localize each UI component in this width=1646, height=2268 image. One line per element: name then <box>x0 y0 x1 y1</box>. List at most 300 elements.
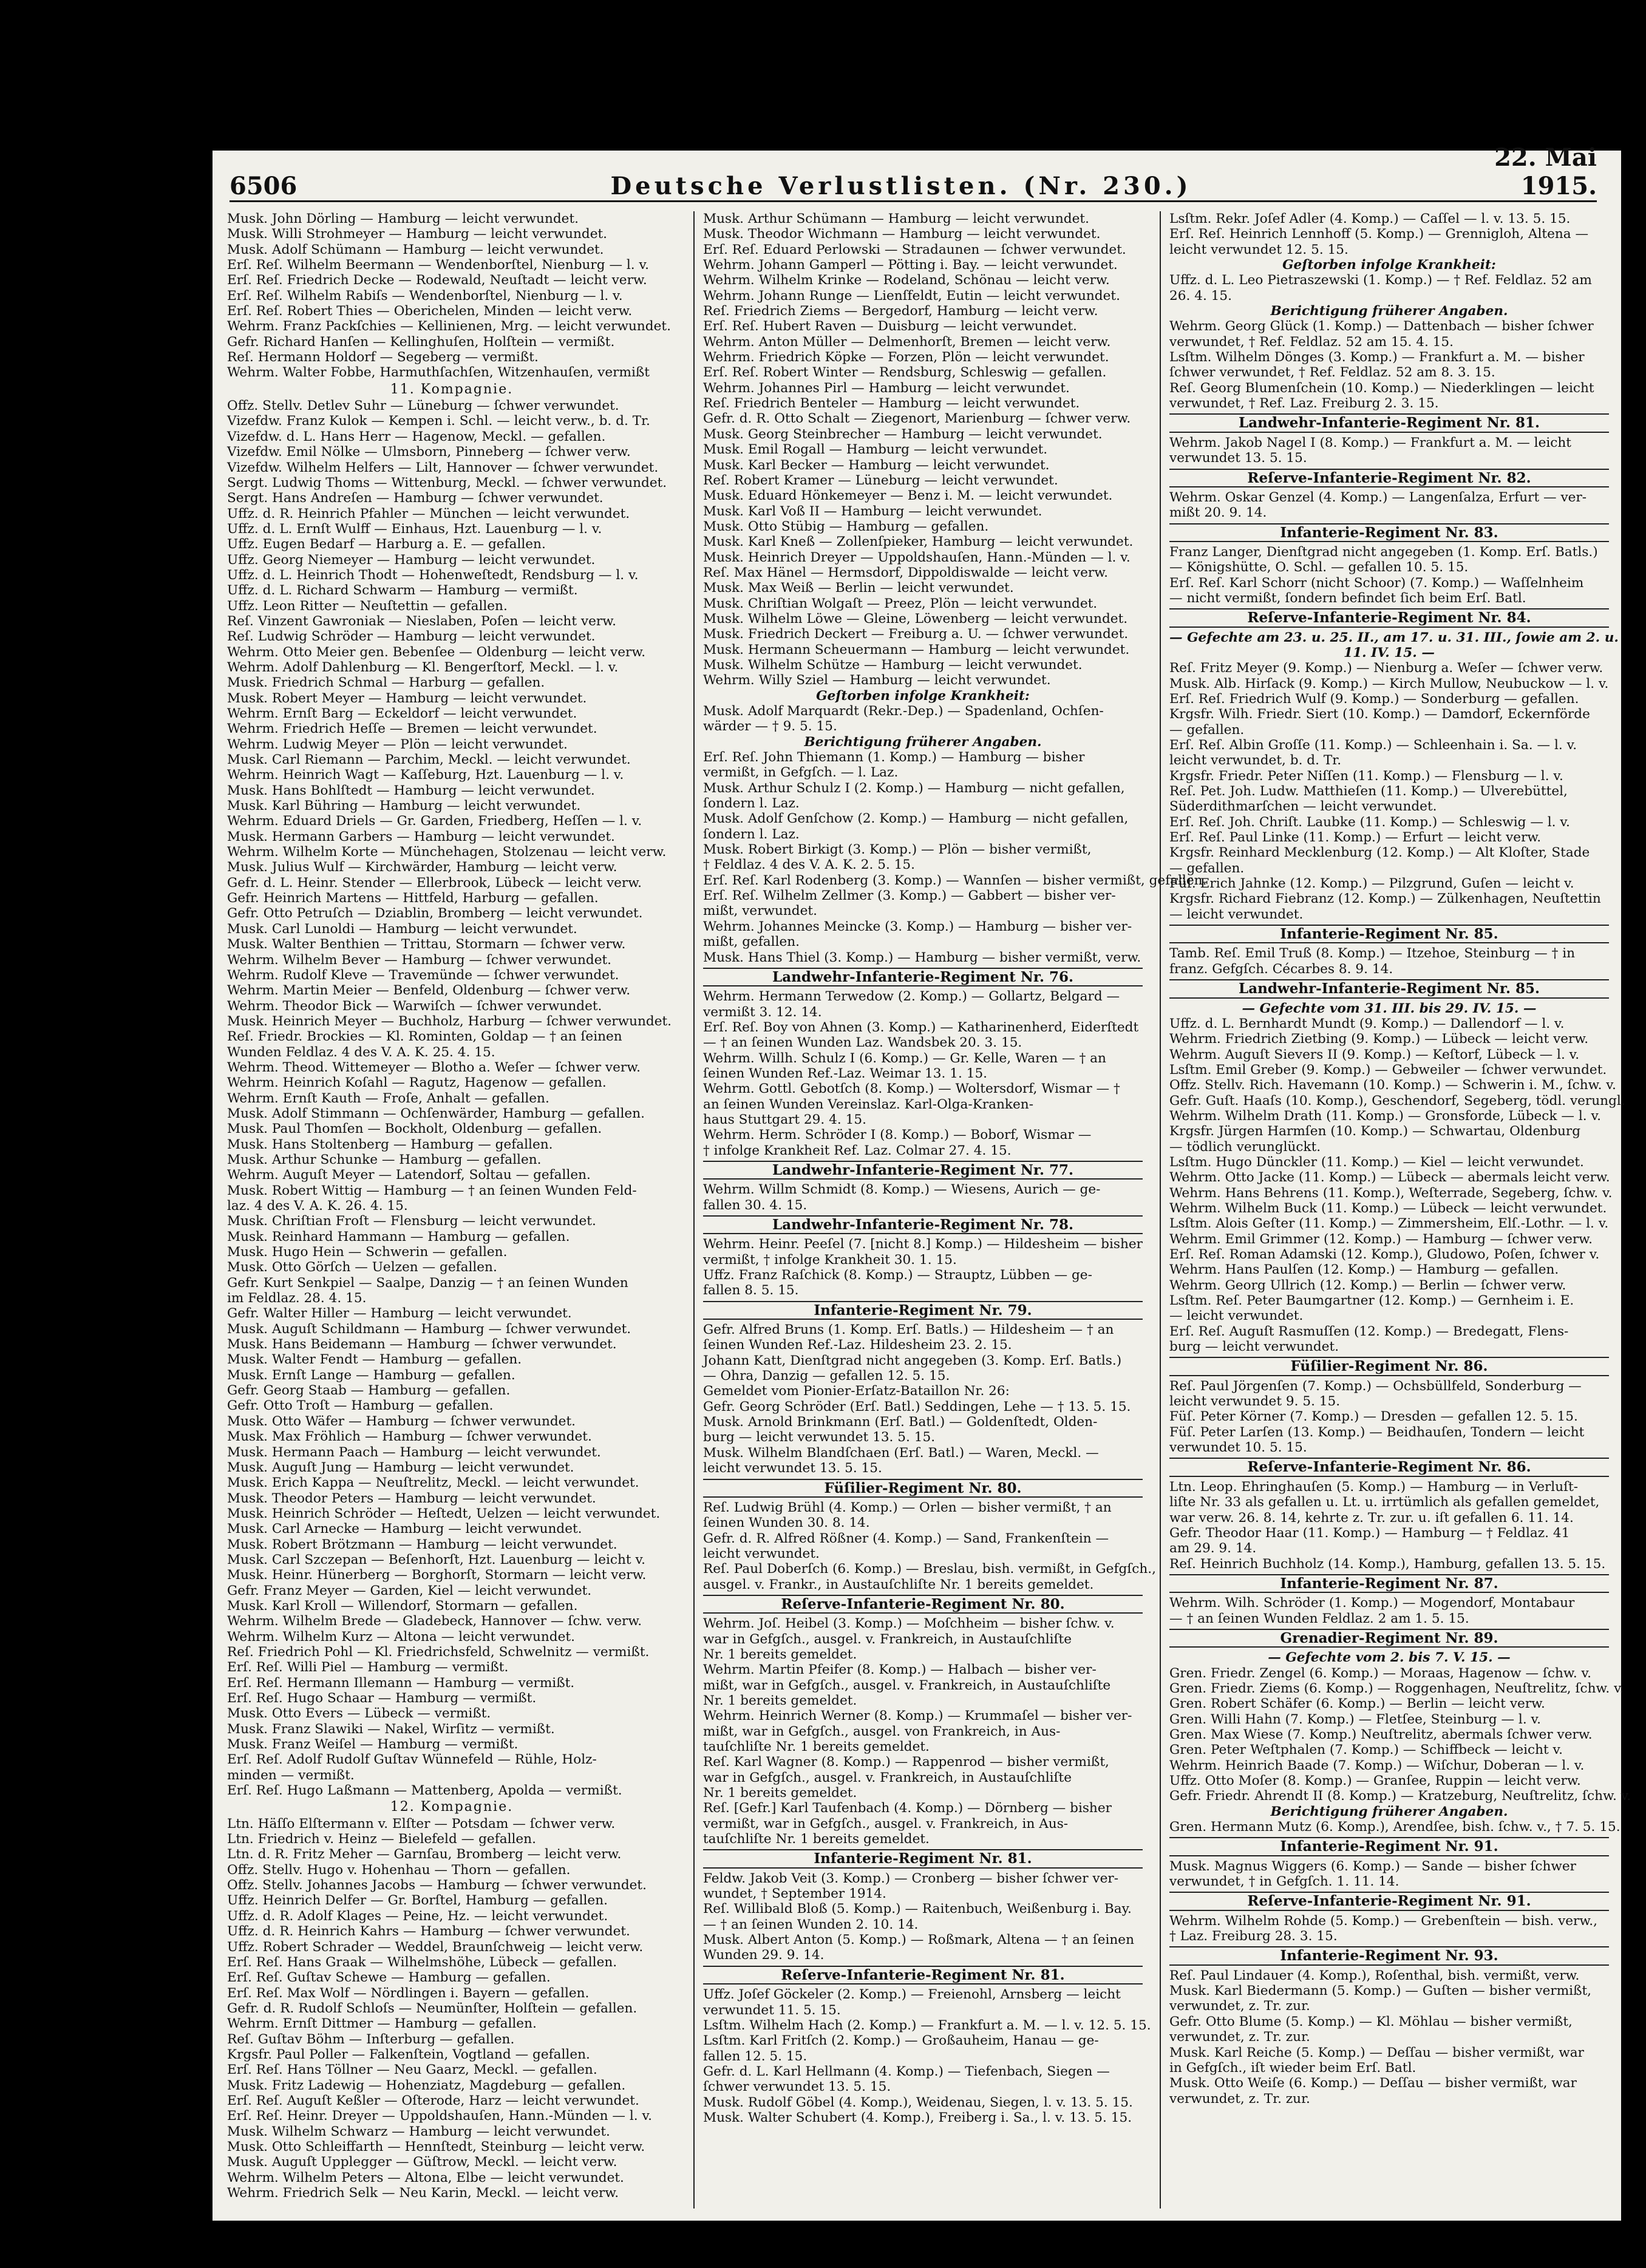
casualty-entry: — Ohra, Danzig — gefallen 12. 5. 15. <box>703 1368 950 1384</box>
casualty-entry: leicht verwundet 12. 5. 15. <box>1169 242 1348 257</box>
casualty-entry: Musk. Hermann Scheuermann — Hamburg — leicht verwundet. <box>703 642 1130 657</box>
casualty-entry: Musk. Erich Kappa — Neuſtrelitz, Meckl. — leicht verwundet. <box>227 1475 639 1491</box>
casualty-entry: Wehrm. Willm Schmidt (8. Komp.) — Wiesens, Aurich — ge- <box>703 1182 1101 1198</box>
casualty-entry: Musk. Walter Benthien — Trittau, Stormarn — ſchwer verw. <box>227 937 626 952</box>
casualty-entry: Musk. Auguſt Jung — Hamburg — leicht verwundet. <box>227 1459 574 1475</box>
casualty-entry: Johann Katt, Dienſtgrad nicht angegeben (3. Komp. Erſ. Batls.) <box>703 1353 1122 1368</box>
casualty-entry: Gefr. d. L. Heinr. Stender — Ellerbrook, Lübeck — leicht verw. <box>227 875 642 891</box>
casualty-entry: Reſ. Friedr. Brockies — Kl. Rominten, Goldap — † an ſeinen <box>227 1029 622 1045</box>
casualty-entry: Lsſtm. Rekr. Joſef Adler (4. Komp.) — Caſſel — l. v. 13. 5. 15. <box>1169 211 1571 226</box>
casualty-entry: Musk. Robert Wittig — Hamburg — † an ſeinen Wunden Feld- <box>227 1183 637 1198</box>
casualty-entry: laz. 4 des V. A. K. 26. 4. 15. <box>227 1198 408 1214</box>
casualty-entry: Musk. Adolf Genſchow (2. Komp.) — Hamburg — nicht gefallen, <box>703 811 1129 827</box>
casualty-entry: Offz. Stellv. Detlev Suhr — Lüneburg — ſchwer verwundet. <box>227 398 619 414</box>
casualty-entry: Reſ. Paul Jörgenſen (7. Komp.) — Ochsbüllfeld, Sonderburg — <box>1169 1378 1582 1394</box>
casualty-entry: verwundet 10. 5. 15. <box>1169 1440 1307 1456</box>
casualty-entry: Erſ. Reſ. Guſtav Schewe — Hamburg — gefallen. <box>227 1970 551 1986</box>
casualty-entry: Musk. Heinrich Meyer — Buchholz, Harburg — ſchwer verwundet. <box>227 1013 672 1029</box>
casualty-entry: Musk. Emil Rogall — Hamburg — leicht verwundet. <box>703 442 1048 458</box>
casualty-entry: Musk. Adolf Schümann — Hamburg — leicht verwundet. <box>227 242 604 257</box>
regiment-heading: Füſilier-Regiment Nr. 80. <box>703 1479 1143 1498</box>
page-title <box>363 172 1439 200</box>
casualty-entry: Musk. Wilhelm Löwe — Gleine, Löwenberg — leicht verwundet. <box>703 611 1128 626</box>
casualty-entry: verwundet, z. Tr. zur. <box>1169 2091 1310 2107</box>
casualty-entry: Wehrm. Wilhelm Peters — Altona, Elbe — leicht verwundet. <box>227 2170 624 2185</box>
casualty-entry: Wehrm. Heinr. Peeſel (7. [nicht 8.] Komp.) — Hildesheim — bisher <box>703 1237 1143 1252</box>
casualty-entry: Wehrm. Otto Meier gen. Bebenſee — Oldenburg — leicht verw. <box>227 644 646 660</box>
casualty-entry: war verw. 26. 8. 14, kehrte z. Tr. zur. u. iſt gefallen 6. 11. 14. <box>1169 1510 1574 1526</box>
casualty-entry: Wehrm. Friedrich Heſſe — Bremen — leicht verwundet. <box>227 721 597 737</box>
casualty-entry: Krgsfr. Jürgen Harmſen (10. Komp.) — Schwartau, Oldenburg <box>1169 1124 1581 1139</box>
casualty-entry: — nicht vermißt, ſondern befindet ſich beim Erſ. Batl. <box>1169 590 1526 606</box>
casualty-entry: Musk. Heinrich Dreyer — Uppoldshauſen, Hann.-Münden — l. v. <box>703 549 1131 565</box>
casualty-entry: Erſ. Reſ. Albin Groſſe (11. Komp.) — Schleenhain i. Sa. — l. v. <box>1169 738 1577 753</box>
casualty-entry: Musk. Carl Arnecke — Hamburg — leicht verwundet. <box>227 1521 582 1537</box>
casualty-entry: minden — vermißt. <box>227 1767 355 1783</box>
casualty-entry: Offz. Stellv. Rich. Havemann (10. Komp.) — Schwerin i. M., ſchw. v. <box>1169 1078 1616 1093</box>
company-heading: 11. Kompagnie. <box>390 381 514 397</box>
casualty-entry: Wehrm. Willh. Schulz I (6. Komp.) — Gr. Kelle, Waren — † an <box>703 1050 1106 1066</box>
casualty-entry: Wehrm. Heinrich Baade (7. Komp.) — Wiſchur, Doberan — l. v. <box>1169 1757 1585 1773</box>
casualty-entry: wärder — † 9. 5. 15. <box>703 719 837 735</box>
casualty-entry: Erſ. Reſ. Friedrich Wulf (9. Komp.) — Sonderburg — gefallen. <box>1169 691 1579 707</box>
casualty-entry: leicht verwundet. <box>703 1546 820 1561</box>
casualty-entry: Gren. Friedr. Zengel (6. Komp.) — Moraas, Hagenow — ſchw. v. <box>1169 1665 1592 1681</box>
casualty-entry: Uffz. d. L. Leo Pietraszewski (1. Komp.) — † Ref. Feldlaz. 52 am <box>1169 273 1592 288</box>
casualty-entry: Wehrm. Walter Fobbe, Harmuthſachſen, Witzenhauſen, vermißt <box>227 365 650 381</box>
casualty-entry: † Feldlaz. 4 des V. A. K. 2. 5. 15. <box>703 857 916 873</box>
section-note: 11. IV. 15. — <box>1344 645 1435 660</box>
casualty-entry: haus Stuttgart 29. 4. 15. <box>703 1112 866 1127</box>
casualty-entry: Süderdithmarſchen — leicht verwundet. <box>1169 799 1437 815</box>
casualty-entry: Wehrm. Theod. Wittemeyer — Blotho a. Weſer — ſchwer verw. <box>227 1059 641 1075</box>
casualty-entry: Wehrm. Theodor Bick — Warwiſch — ſchwer verwundet. <box>227 998 602 1014</box>
regiment-heading: Reſerve-Infanterie-Regiment Nr. 91. <box>1169 1892 1609 1910</box>
casualty-entry: Reſ. Robert Kramer — Lüneburg — leicht verwundet. <box>703 472 1058 488</box>
casualty-entry: Wehrm. Ludwig Meyer — Plön — leicht verwundet. <box>227 736 568 752</box>
casualty-entry: war in Gefgſch., ausgel. v. Frankreich, in Austauſchliſte <box>703 1631 1072 1647</box>
section-note: — Gefechte vom 2. bis 7. V. 15. — <box>1268 1650 1511 1666</box>
casualty-entry: Wehrm. Wilhelm Rohde (5. Komp.) — Grebenſtein — bish. verw., <box>1169 1913 1598 1929</box>
regiment-heading: Landwehr-Infanterie-Regiment Nr. 85. <box>1169 979 1609 998</box>
casualty-entry: Uffz. d. R. Adolf Klages — Peine, Hz. — leicht verwundet. <box>227 1908 608 1924</box>
casualty-entry: Uffz. Joſef Göckeler (2. Komp.) — Freienohl, Arnsberg — leicht <box>703 1987 1121 2003</box>
casualty-entry: Wehrm. Friedrich Köpke — Forzen, Plön — leicht verwundet. <box>703 350 1109 365</box>
casualty-entry: Musk. Karl Reiche (5. Komp.) — Deſſau — bisher vermißt, war <box>1169 2045 1585 2060</box>
casualty-entry: Musk. Robert Brötzmann — Hamburg — leicht verwundet. <box>227 1536 617 1552</box>
casualty-entry: Musk. Karl Voß II — Hamburg — leicht verwundet. <box>703 503 1042 519</box>
casualty-entry: Musk. Otto Stübig — Hamburg — gefallen. <box>703 518 989 534</box>
casualty-entry: Sergt. Ludwig Thoms — Wittenburg, Meckl. — ſchwer verwundet. <box>227 475 667 491</box>
company-heading: 12. Kompagnie. <box>390 1799 514 1815</box>
casualty-entry: Erſ. Reſ. Robert Thies — Oberichelen, Minden — leicht verw. <box>227 304 633 319</box>
casualty-entry: Füſ. Peter Körner (7. Komp.) — Dresden — gefallen 12. 5. 15. <box>1169 1409 1578 1425</box>
casualty-entry: tauſchliſte Nr. 1 bereits gemeldet. <box>703 1739 930 1754</box>
casualty-entry: Musk. Robert Birkigt (3. Komp.) — Plön — bisher vermißt, <box>703 842 1092 858</box>
casualty-entry: vermißt, in Gefgſch. — l. Laz. <box>703 765 899 781</box>
casualty-entry: Musk. Arthur Schümann — Hamburg — leicht verwundet. <box>703 211 1089 226</box>
regiment-heading: Landwehr-Infanterie-Regiment Nr. 76. <box>703 968 1143 986</box>
regiment-heading: Reſerve-Infanterie-Regiment Nr. 80. <box>703 1595 1143 1614</box>
casualty-entry: ſeinen Wunden 30. 8. 14. <box>703 1515 870 1531</box>
casualty-entry: Wunden Feldlaz. 4 des V. A. K. 25. 4. 15. <box>227 1044 495 1060</box>
casualty-entry: Musk. Karl Kneß — Zollenſpieker, Hamburg — leicht verwundet. <box>703 534 1134 550</box>
casualty-entry: Reſ. Pet. Joh. Ludw. Matthieſen (11. Komp.) — Ulverebüttel, <box>1169 784 1568 800</box>
casualty-entry: fallen 30. 4. 15. <box>703 1197 808 1213</box>
casualty-entry: Erſ. Reſ. Robert Winter — Rendsburg, Schleswig — gefallen. <box>703 365 1107 381</box>
casualty-entry: Krgsfr. Paul Poller — Falkenſtein, Vogtland — gefallen. <box>227 2046 590 2062</box>
casualty-entry: Nr. 1 bereits gemeldet. <box>703 1646 857 1662</box>
casualty-entry: Krgsfr. Reinhard Mecklenburg (12. Komp.) — Alt Kloſter, Stade <box>1169 845 1590 861</box>
casualty-entry: Musk. Arthur Schunke — Hamburg — gefallen. <box>227 1152 542 1167</box>
casualty-entry: Wehrm. Martin Pfeifer (8. Komp.) — Halbach — bisher ver- <box>703 1662 1097 1678</box>
casualty-entry: Wehrm. Johann Runge — Lienſfeldt, Eutin — leicht verwundet. <box>703 288 1120 304</box>
casualty-entry: leicht verwundet 13. 5. 15. <box>703 1461 882 1476</box>
casualty-entry: Wehrm. Rudolf Kleve — Travemünde — ſchwer verwundet. <box>227 967 619 983</box>
regiment-heading: Infanterie-Regiment Nr. 91. <box>1169 1837 1609 1856</box>
casualty-entry: Gren. Max Wiese (7. Komp.) Neuſtrelitz, abermals ſchwer verw. <box>1169 1726 1593 1742</box>
casualty-entry: ſondern l. Laz. <box>703 796 800 812</box>
casualty-entry: Wehrm. Heinrich Koſahl — Ragutz, Hagenow — gefallen. <box>227 1075 607 1091</box>
casualty-entry: Wehrm. Georg Ullrich (12. Komp.) — Berlin — ſchwer verw. <box>1169 1277 1566 1293</box>
casualty-entry: Gefr. Franz Meyer — Garden, Kiel — leicht verwundet. <box>227 1583 592 1598</box>
regiment-heading: Infanterie-Regiment Nr. 81. <box>703 1849 1143 1868</box>
casualty-entry: im Feldlaz. 28. 4. 15. <box>227 1291 367 1306</box>
section-note: Berichtigung früherer Angaben. <box>1270 1804 1508 1819</box>
casualty-entry: Musk. Hermann Garbers — Hamburg — leicht verwundet. <box>227 829 615 844</box>
casualty-entry: Musk. Arthur Schulz I (2. Komp.) — Hamburg — nicht gefallen, <box>703 780 1125 796</box>
casualty-entry: Wehrm. Georg Glück (1. Komp.) — Dattenbach — bisher ſchwer <box>1169 319 1594 334</box>
casualty-entry: Lsſtm. Emil Greber (9. Komp.) — Gebweiler — ſchwer verwundet. <box>1169 1062 1607 1078</box>
casualty-entry: Musk. Auguſt Schildmann — Hamburg — ſchwer verwundet. <box>227 1321 631 1337</box>
casualty-entry: Musk. Hans Bohlſtedt — Hamburg — leicht verwundet. <box>227 783 595 798</box>
casualty-entry: Lsſtm. Alois Geſter (11. Komp.) — Zimmersheim, Elſ.-Lothr. — l. v. <box>1169 1216 1609 1232</box>
casualty-entry: Reſ. Hermann Holdorf — Segeberg — vermißt. <box>227 350 539 365</box>
casualty-entry: Wehrm. Franz Packſchies — Kellinienen, Mrg. — leicht verwundet. <box>227 319 671 334</box>
casualty-entry: Uffz. Otto Moſer (8. Komp.) — Granſee, Ruppin — leicht verw. <box>1169 1773 1581 1788</box>
casualty-entry: Wehrm. Johannes Meincke (3. Komp.) — Hamburg — bisher ver- <box>703 918 1132 934</box>
casualty-entry: Musk. Karl Kroll — Willendorf, Stormarn — gefallen. <box>227 1598 578 1614</box>
casualty-entry: — † an ſeinen Wunden Laz. Wandsbek 20. 3. 15. <box>703 1035 1022 1051</box>
casualty-entry: Musk. Eduard Hönkemeyer — Benz i. M. — leicht verwundet. <box>703 488 1113 504</box>
casualty-entry: Wehrm. Wilhelm Kurz — Altona — leicht verwundet. <box>227 1629 575 1645</box>
casualty-entry: — leicht verwundet. <box>1169 906 1304 922</box>
casualty-entry: — tödlich verunglückt. <box>1169 1139 1321 1155</box>
casualty-entry: Wehrm. Wilhelm Bever — Hamburg — ſchwer verwundet. <box>227 952 612 968</box>
casualty-entry: Musk. Otto Schleiffarth — Hennſtedt, Steinburg — leicht verw. <box>227 2139 645 2154</box>
casualty-entry: Wehrm. Heinrich Werner (8. Komp.) — Krummaſel — bisher ver- <box>703 1708 1132 1724</box>
casualty-entry: Füſ. Erich Jahnke (12. Komp.) — Pilzgrund, Guſen — leicht v. <box>1169 876 1574 892</box>
casualty-entry: Vizefdw. Emil Nölke — Ulmsborn, Pinneberg — ſchwer verw. <box>227 444 631 460</box>
casualty-entry: Musk. Adolf Marquardt (Rekr.-Dep.) — Spadenland, Ochſen- <box>703 704 1104 719</box>
newspaper-page <box>213 143 1631 2221</box>
casualty-entry: Musk. Otto Evers — Lübeck — vermißt. <box>227 1706 491 1722</box>
section-note: Geſtorben infolge Krankheit: <box>816 688 1030 704</box>
casualty-entry: liſte Nr. 33 als gefallen u. Lt. u. irrtümlich als gefallen gemeldet, <box>1169 1495 1600 1510</box>
casualty-entry: Nr. 1 bereits gemeldet. <box>703 1785 857 1801</box>
casualty-entry: Nr. 1 bereits gemeldet. <box>703 1693 857 1708</box>
casualty-entry: Franz Langer, Dienſtgrad nicht angegeben (1. Komp. Erſ. Batls.) <box>1169 544 1598 560</box>
casualty-entry: Gefr. Richard Hanſen — Kellinghuſen, Holſtein — vermißt. <box>227 334 615 350</box>
casualty-entry: Erſ. Reſ. Hugo Schaar — Hamburg — vermißt. <box>227 1691 537 1706</box>
casualty-entry: Wehrm. Anton Müller — Delmenhorſt, Bremen — leicht verw. <box>703 334 1111 350</box>
casualty-entry: † infolge Krankheit Ref. Laz. Colmar 27. 4. 15. <box>703 1142 1012 1158</box>
casualty-entry: Musk. Karl Biedermann (5. Komp.) — Guſten — bisher vermißt, <box>1169 1983 1592 1999</box>
casualty-entry: Musk. Wilhelm Schwarz — Hamburg — leicht verwundet. <box>227 2124 610 2139</box>
casualty-entry: Reſ. Paul Lindauer (4. Komp.), Roſenthal, bish. vermißt, verw. <box>1169 1968 1580 1983</box>
casualty-entry: Musk. Otto Wäfer — Hamburg — ſchwer verwundet. <box>227 1413 576 1429</box>
casualty-entry: Erſ. Reſ. Wilhelm Rabiſs — Wendenborſtel, Nienburg — l. v. <box>227 288 623 304</box>
casualty-entry: Wehrm. Ernſt Barg — Eckeldorf — leicht verwundet. <box>227 706 577 721</box>
casualty-entry: burg — leicht verwundet. <box>1169 1339 1339 1355</box>
casualty-entry: Wehrm. Auguſt Sievers II (9. Komp.) — Keſtorf, Lübeck — l. v. <box>1169 1047 1580 1062</box>
regiment-heading: Infanterie-Regiment Nr. 83. <box>1169 523 1609 542</box>
casualty-entry: Musk. Walter Schubert (4. Komp.), Freiberg i. Sa., l. v. 13. 5. 15. <box>703 2110 1132 2125</box>
casualty-entry: Musk. Wilhelm Schütze — Hamburg — leicht verwundet. <box>703 657 1083 673</box>
casualty-entry: vermißt, war in Gefgſch., ausgel. v. Frankreich, in Aus- <box>703 1816 1069 1832</box>
casualty-entry: an ſeinen Wunden Vereinslaz. Karl-Olga-Kranken- <box>703 1096 1033 1112</box>
casualty-entry: Musk. Walter Fendt — Hamburg — gefallen. <box>227 1352 522 1368</box>
casualty-entry: mißt, war in Gefgſch., ausgel. von Frankreich, in Aus- <box>703 1723 1061 1739</box>
casualty-entry: Uffz. Heinrich Delfer — Gr. Borſtel, Hamburg — gefallen. <box>227 1893 608 1909</box>
casualty-entry: Musk. Hermann Paach — Hamburg — leicht verwundet. <box>227 1444 601 1460</box>
casualty-entry: Erſ. Reſ. Wilhelm Beermann — Wendenborſtel, Nienburg — l. v. <box>227 257 650 273</box>
casualty-entry: Erſ. Reſ. Friedrich Decke — Rodewald, Neuſtadt — leicht verw. <box>227 273 647 288</box>
casualty-entry: Erſ. Reſ. Wilhelm Zellmer (3. Komp.) — Gabbert — bisher ver- <box>703 888 1116 904</box>
casualty-entry: Musk. Karl Bühring — Hamburg — leicht verwundet. <box>227 798 581 814</box>
casualty-entry: Gren. Robert Schäfer (6. Komp.) — Berlin — leicht verw. <box>1169 1696 1545 1712</box>
casualty-entry: Wehrm. Gottl. Gebotſch (8. Komp.) — Woltersdorf, Wismar — † <box>703 1081 1120 1097</box>
casualty-entry: — gefallen. <box>1169 722 1245 738</box>
casualty-entry: Vizefdw. Wilhelm Helfers — Lilt, Hannover — ſchwer verwundet. <box>227 460 659 475</box>
column-1 <box>227 211 676 2209</box>
casualty-entry: Gefr. Theodor Haar (11. Komp.) — Hamburg — † Feldlaz. 41 <box>1169 1525 1570 1541</box>
casualty-entry: Erſ. Reſ. Roman Adamski (12. Komp.), Gludowo, Poſen, ſchwer v. <box>1169 1247 1600 1262</box>
casualty-entry: Gefr. Guſt. Haaſs (10. Komp.), Geschendorf, Segeberg, tödl. verungl. <box>1169 1093 1625 1109</box>
casualty-entry: Erſ. Reſ. Boy von Ahnen (3. Komp.) — Katharinenherd, Eiderſtedt <box>703 1019 1139 1035</box>
casualty-entry: mißt, war in Gefgſch., ausgel. v. Frankreich, in Austauſchliſte <box>703 1677 1111 1693</box>
casualty-entry: Wehrm. Joſ. Heibel (3. Komp.) — Moſchheim — bisher ſchw. v. <box>703 1616 1115 1632</box>
casualty-entry: Wehrm. Hans Paulſen (12. Komp.) — Hamburg — gefallen. <box>1169 1262 1559 1278</box>
regiment-heading: Infanterie-Regiment Nr. 79. <box>703 1301 1143 1320</box>
casualty-entry: Erſ. Reſ. Karl Rodenberg (3. Komp.) — Wannſen — bisher vermißt, gefallen. <box>703 872 1207 888</box>
casualty-entry: Gren. Peter Weſtphalen (7. Komp.) — Schiffbeck — leicht v. <box>1169 1742 1563 1758</box>
casualty-entry: leicht verwundet, b. d. Tr. <box>1169 753 1342 769</box>
regiment-heading: Reſerve-Infanterie-Regiment Nr. 84. <box>1169 608 1609 627</box>
casualty-entry: war in Gefgſch., ausgel. v. Frankreich, in Austauſchliſte <box>703 1770 1072 1785</box>
section-note: Geſtorben infolge Krankheit: <box>1282 257 1496 273</box>
casualty-entry: Gefr. Georg Schröder (Erſ. Batl.) Seddingen, Lehe — † 13. 5. 15. <box>703 1399 1131 1414</box>
casualty-entry: Wehrm. Willy Sziel — Hamburg — leicht verwundet. <box>703 673 1051 688</box>
casualty-entry: Offz. Stellv. Johannes Jacobs — Hamburg — ſchwer verwundet. <box>227 1878 647 1893</box>
casualty-entry: Wehrm. Oskar Genzel (4. Komp.) — Langenſalza, Erfurt — ver- <box>1169 489 1587 505</box>
regiment-heading: Reſerve-Infanterie-Regiment Nr. 82. <box>1169 469 1609 487</box>
casualty-entry: Gren. Friedr. Ziems (6. Komp.) — Roggenhagen, Neuſtrelitz, ſchw. v. <box>1169 1680 1624 1696</box>
casualty-entry: verwundet, z. Tr. zur. <box>1169 1998 1310 2014</box>
casualty-entry: Musk. Max Weiß — Berlin — leicht verwundet. <box>703 580 1014 596</box>
casualty-entry: Gefr. d. R. Rudolf Schloſs — Neumünſter, Holſtein — gefallen. <box>227 2000 638 2016</box>
casualty-entry: Wehrm. Wilhelm Drath (11. Komp.) — Gronsforde, Lübeck — l. v. <box>1169 1108 1601 1124</box>
casualty-entry: Musk. Franz Slawiki — Nakel, Wirſitz — vermißt. <box>227 1721 555 1737</box>
casualty-entry: in Gefgſch., iſt wieder beim Erſ. Batl. <box>1169 2060 1416 2076</box>
casualty-entry: Erſ. Reſ. Heinrich Lennhoff (5. Komp.) — Grennigloh, Altena — <box>1169 226 1589 242</box>
casualty-entry: Reſ. Max Hänel — Hermsdorf, Dippoldiswalde — leicht verw. <box>703 565 1108 580</box>
casualty-entry: Musk. Alb. Hirſack (9. Komp.) — Kirch Mullow, Neubuckow — l. v. <box>1169 676 1609 691</box>
casualty-entry: Wunden 29. 9. 14. <box>703 1947 825 1963</box>
casualty-entry: ſchwer verwundet 13. 5. 15. <box>703 2079 891 2095</box>
casualty-entry: Gefr. Friedr. Ahrendt II (8. Komp.) — Kratzeburg, Neuſtrelitz, ſchw. v. <box>1169 1788 1631 1804</box>
casualty-entry: Wehrm. Herm. Schröder I (8. Komp.) — Boborf, Wismar — <box>703 1127 1092 1143</box>
casualty-entry: Lsſtm. Hugo Dünckler (11. Komp.) — Kiel — leicht verwundet. <box>1169 1154 1584 1170</box>
casualty-entry: Erſ. Reſ. Paul Linke (11. Komp.) — Erfurt — leicht verw. <box>1169 830 1542 846</box>
regiment-heading: Landwehr-Infanterie-Regiment Nr. 78. <box>703 1215 1143 1234</box>
casualty-entry: verwundet, † Ref. Feldlaz. 52 am 15. 4. 15. <box>1169 334 1454 350</box>
casualty-entry: mißt 20. 9. 14. <box>1169 505 1267 521</box>
casualty-entry: Erſ. Reſ. Eduard Perlowski — Stradaunen — ſchwer verwundet. <box>703 242 1126 257</box>
casualty-entry: Gefr. Otto Petruſch — Dziablin, Bromberg — leicht verwundet. <box>227 906 643 922</box>
casualty-entry: Musk. Rudolf Göbel (4. Komp.), Weidenau, Siegen, l. v. 13. 5. 15. <box>703 2094 1133 2110</box>
casualty-entry: Musk. Paul Thomſen — Bockholt, Oldenburg — gefallen. <box>227 1121 602 1137</box>
casualty-entry: Musk. Karl Becker — Hamburg — leicht verwundet. <box>703 457 1050 473</box>
casualty-entry: franz. Gefgſch. Cécarbes 8. 9. 14. <box>1169 961 1393 977</box>
regiment-heading: Landwehr-Infanterie-Regiment Nr. 81. <box>1169 413 1609 432</box>
casualty-entry: Wehrm. Wilhelm Brede — Gladebeck, Hannover — ſchw. verw. <box>227 1614 642 1629</box>
casualty-entry: Musk. Fritz Ladewig — Hohenziatz, Magdeburg — gefallen. <box>227 2077 626 2093</box>
casualty-entry: Uffz. d. L. Heinrich Thodt — Hohenweſtedt, Rendsburg — l. v. <box>227 567 639 583</box>
casualty-entry: Musk. Arnold Brinkmann (Erſ. Batl.) — Goldenſtedt, Olden- <box>703 1414 1098 1430</box>
casualty-entry: Musk. Hugo Hein — Schwerin — gefallen. <box>227 1244 508 1260</box>
casualty-entry: — gefallen. <box>1169 860 1245 876</box>
casualty-entry: burg — leicht verwundet 13. 5. 15. <box>703 1430 936 1445</box>
casualty-entry: Offz. Stellv. Hugo v. Hohenhau — Thorn — gefallen. <box>227 1862 571 1878</box>
casualty-entry: Musk. Wilhelm Blandſchaen (Erſ. Batl.) — Waren, Meckl. — <box>703 1445 1099 1461</box>
casualty-entry: Wehrm. Wilh. Schröder (1. Komp.) — Mogendorf, Montabaur <box>1169 1595 1575 1611</box>
casualty-entry: Lsſtm. Wilhelm Dönges (3. Komp.) — Frankfurt a. M. — bisher <box>1169 350 1585 365</box>
casualty-entry: verwundet 11. 5. 15. <box>703 2002 841 2018</box>
casualty-entry: am 29. 9. 14. <box>1169 1541 1257 1557</box>
casualty-entry: Musk. Willi Strohmeyer — Hamburg — leicht verwundet. <box>227 226 608 242</box>
casualty-entry: Erſ. Reſ. Hans Töllner — Neu Gaarz, Meckl. — gefallen. <box>227 2062 597 2078</box>
casualty-entry: mißt, gefallen. <box>703 934 800 950</box>
casualty-entry: Erſ. Reſ. Willi Piel — Hamburg — vermißt. <box>227 1660 509 1676</box>
casualty-entry: Gefr. d. R. Otto Schalt — Ziegenort, Marienburg — ſchwer verw. <box>703 411 1131 427</box>
casualty-entry: Musk. Adolf Stimmann — Ochſenwärder, Hamburg — gefallen. <box>227 1105 645 1121</box>
regiment-heading: Landwehr-Infanterie-Regiment Nr. 77. <box>703 1161 1143 1180</box>
casualty-entry: Musk. John Dörling — Hamburg — leicht verwundet. <box>227 211 579 226</box>
casualty-entry: Wehrm. Eduard Driels — Gr. Garden, Friedberg, Heſſen — l. v. <box>227 813 642 829</box>
casualty-entry: Musk. Theodor Wichmann — Hamburg — leicht verwundet. <box>703 226 1101 242</box>
casualty-entry: Lsſtm. Karl Fritſch (2. Komp.) — Großauheim, Hanau — ge- <box>703 2033 1099 2049</box>
regiment-heading: Füſilier-Regiment Nr. 86. <box>1169 1357 1609 1376</box>
casualty-entry: Musk. Ernſt Lange — Hamburg — gefallen. <box>227 1367 515 1383</box>
casualty-entry: Uffz. Georg Niemeyer — Hamburg — leicht verwundet. <box>227 552 596 568</box>
casualty-entry: Tamb. Reſ. Emil Truß (8. Komp.) — Itzehoe, Steinburg — † in <box>1169 946 1576 962</box>
casualty-entry: Reſ. Karl Wagner (8. Komp.) — Rappenrod — bisher vermißt, <box>703 1754 1109 1770</box>
casualty-entry: Reſ. Friedrich Ziems — Bergedorf, Hamburg — leicht verw. <box>703 304 1098 319</box>
casualty-entry: mißt, verwundet. <box>703 903 817 919</box>
page-date: 22. Mai 1915. <box>1494 143 1597 200</box>
casualty-entry: Musk. Carl Riemann — Parchim, Meckl. — leicht verwundet. <box>227 752 631 768</box>
casualty-entry: — Königshütte, O. Schl. — gefallen 10. 5. 15. <box>1169 560 1469 575</box>
casualty-entry: ſeinen Wunden Ref.-Laz. Hildesheim 23. 2. 15. <box>703 1337 1012 1353</box>
casualty-entry: Musk. Auguſt Upplegger — Güſtrow, Meckl. — leicht verw. <box>227 2154 617 2170</box>
casualty-entry: Erſ. Reſ. Hugo Laßmann — Mattenberg, Apolda — vermißt. <box>227 1783 622 1799</box>
casualty-entry: Ltn. Leop. Ehringhauſen (5. Komp.) — Hamburg — in Verluſt- <box>1169 1479 1579 1495</box>
casualty-entry: Wehrm. Wilhelm Buck (11. Komp.) — Lübeck — leicht verwundet. <box>1169 1200 1607 1216</box>
casualty-entry: Gefr. d. R. Alfred Rößner (4. Komp.) — Sand, Frankenſtein — <box>703 1530 1109 1546</box>
casualty-entry: fallen 8. 5. 15. <box>703 1283 799 1299</box>
casualty-entry: Reſ. Friedrich Benteler — Hamburg — leicht verwundet. <box>703 396 1080 412</box>
casualty-entry: — † an ſeinen Wunden Feldlaz. 2 am 1. 5. 15. <box>1169 1611 1469 1626</box>
casualty-entry: Gefr. Otto Blume (5. Komp.) — Kl. Möhlau — bisher vermißt, <box>1169 2014 1573 2029</box>
casualty-entry: Musk. Friedrich Schmal — Harburg — gefallen. <box>227 675 545 691</box>
casualty-entry: Uffz. Eugen Bedarf — Harburg a. E. — gefallen. <box>227 537 546 552</box>
page-number: 6506 <box>230 172 298 200</box>
casualty-entry: Reſ. Paul Doberſch (6. Komp.) — Breslau, bish. vermißt, in Gefgſch., <box>703 1561 1156 1577</box>
casualty-entry: Musk. Chriſtian Wolgaſt — Preez, Plön — leicht verwundet. <box>703 596 1098 611</box>
section-note: — Gefechte vom 31. III. bis 29. IV. 15. — <box>1242 1000 1537 1016</box>
casualty-entry: verwundet, † Ref. Laz. Freiburg 2. 3. 15. <box>1169 396 1439 412</box>
casualty-entry: Wehrm. Hermann Terwedow (2. Komp.) — Gollartz, Belgard — <box>703 989 1120 1005</box>
casualty-entry: fallen 12. 5. 15. <box>703 2048 808 2064</box>
regiment-heading: Reſerve-Infanterie-Regiment Nr. 86. <box>1169 1458 1609 1476</box>
casualty-entry: Erſ. Reſ. Hubert Raven — Duisburg — leicht verwundet. <box>703 319 1077 334</box>
casualty-entry: Sergt. Hans Andreſen — Hamburg — ſchwer verwundet. <box>227 491 604 506</box>
casualty-entry: Gefr. Walter Hiller — Hamburg — leicht verwundet. <box>227 1306 572 1322</box>
casualty-entry: Gefr. Heinrich Martens — Hittfeld, Harburg — gefallen. <box>227 891 599 906</box>
casualty-entry: Wehrm. Wilhelm Krinke — Rodeland, Schönau — leicht verw. <box>703 273 1110 288</box>
regiment-heading: Infanterie-Regiment Nr. 85. <box>1169 925 1609 943</box>
casualty-entry: Krgsfr. Wilh. Friedr. Siert (10. Komp.) — Damdorf, Eckernförde <box>1169 707 1590 722</box>
casualty-entry: Musk. Magnus Wiggers (6. Komp.) — Sande — bisher ſchwer <box>1169 1858 1577 1874</box>
casualty-entry: Wehrm. Auguſt Meyer — Latendorf, Soltau — gefallen. <box>227 1167 591 1183</box>
casualty-entry: Wehrm. Friedrich Zietbing (9. Komp.) — Lübeck — leicht verw. <box>1169 1031 1589 1047</box>
casualty-entry: Gemeldet vom Pionier-Erſatz-Bataillon Nr. 26: <box>703 1384 1010 1399</box>
casualty-entry: Uffz. d. L. Ernſt Wulff — Einhaus, Hzt. Lauenburg — l. v. <box>227 521 602 537</box>
casualty-entry: Erſ. Reſ. Hans Graak — Wilhelmshöhe, Lübeck — gefallen. <box>227 1954 617 1970</box>
casualty-entry: Musk. Otto Weiſe (6. Komp.) — Deſſau — bisher vermißt, war <box>1169 2076 1577 2091</box>
casualty-entry: Musk. Julius Wulf — Kirchwärder, Hamburg — leicht verw. <box>227 860 617 875</box>
casualty-entry: Wehrm. Johannes Pirl — Hamburg — leicht verwundet. <box>703 380 1070 396</box>
casualty-entry: Wehrm. Wilhelm Korte — Münchehagen, Stolzenau — leicht verw. <box>227 844 667 860</box>
casualty-entry: Gefr. Otto Troſt — Hamburg — gefallen. <box>227 1398 494 1414</box>
casualty-entry: Uffz. d. R. Heinrich Kahrs — Hamburg — ſchwer verwundet. <box>227 1924 630 1940</box>
casualty-entry: vermißt 3. 12. 14. <box>703 1004 822 1020</box>
casualty-entry: Wehrm. Martin Meier — Benfeld, Oldenburg — ſchwer verw. <box>227 983 631 999</box>
casualty-entry: Erſ. Reſ. Heinr. Dreyer — Uppoldshauſen, Hann.-Münden — l. v. <box>227 2108 653 2124</box>
casualty-entry: Reſ. Georg Blumenſchein (10. Komp.) — Niederklingen — leicht <box>1169 380 1594 396</box>
casualty-entry: Musk. Heinr. Hünerberg — Borghorſt, Stormarn — leicht verw. <box>227 1567 647 1583</box>
casualty-entry: Erſ. Reſ. Hermann Illemann — Hamburg — vermißt. <box>227 1675 575 1691</box>
casualty-entry: Lsſtm. Reſ. Peter Baumgartner (12. Komp.) — Gernheim i. E. <box>1169 1293 1574 1309</box>
casualty-entry: Erſ. Reſ. Auguſt Rasmuſſen (12. Komp.) — Bredegatt, Flens- <box>1169 1323 1569 1339</box>
casualty-entry: Feldw. Jakob Veit (3. Komp.) — Cronberg — bisher ſchwer ver- <box>703 1870 1118 1886</box>
page-header <box>230 143 1597 202</box>
casualty-entry: Uffz. Robert Schrader — Weddel, Braunſchweig — leicht verw. <box>227 1939 644 1955</box>
casualty-entry: Ltn. Friedrich v. Heinz — Bielefeld — gefallen. <box>227 1832 536 1847</box>
casualty-entry: Reſ. Ludwig Brühl (4. Komp.) — Orlen — bisher vermißt, † an <box>703 1499 1112 1515</box>
casualty-entry: ſondern l. Laz. <box>703 826 800 842</box>
casualty-entry: Musk. Franz Weiſel — Hamburg — vermißt. <box>227 1737 519 1753</box>
section-note: Berichtigung früherer Angaben. <box>1270 304 1508 319</box>
casualty-entry: tauſchliſte Nr. 1 bereits gemeldet. <box>703 1832 930 1847</box>
issue-number: (Nr. 230.) <box>1023 172 1192 200</box>
casualty-entry: Uffz. d. L. Richard Schwarm — Hamburg — vermißt. <box>227 583 578 599</box>
casualty-entry: Musk. Reinhard Hammann — Hamburg — gefallen. <box>227 1229 570 1244</box>
casualty-entry: Wehrm. Jakob Nagel I (8. Komp.) — Frankfurt a. M. — leicht <box>1169 435 1571 450</box>
casualty-entry: Gefr. d. L. Karl Hellmann (4. Komp.) — Tiefenbach, Siegen — <box>703 2063 1110 2079</box>
casualty-entry: Wehrm. Hans Behrens (11. Komp.), Weſterrade, Segeberg, ſchw. v. <box>1169 1185 1613 1201</box>
